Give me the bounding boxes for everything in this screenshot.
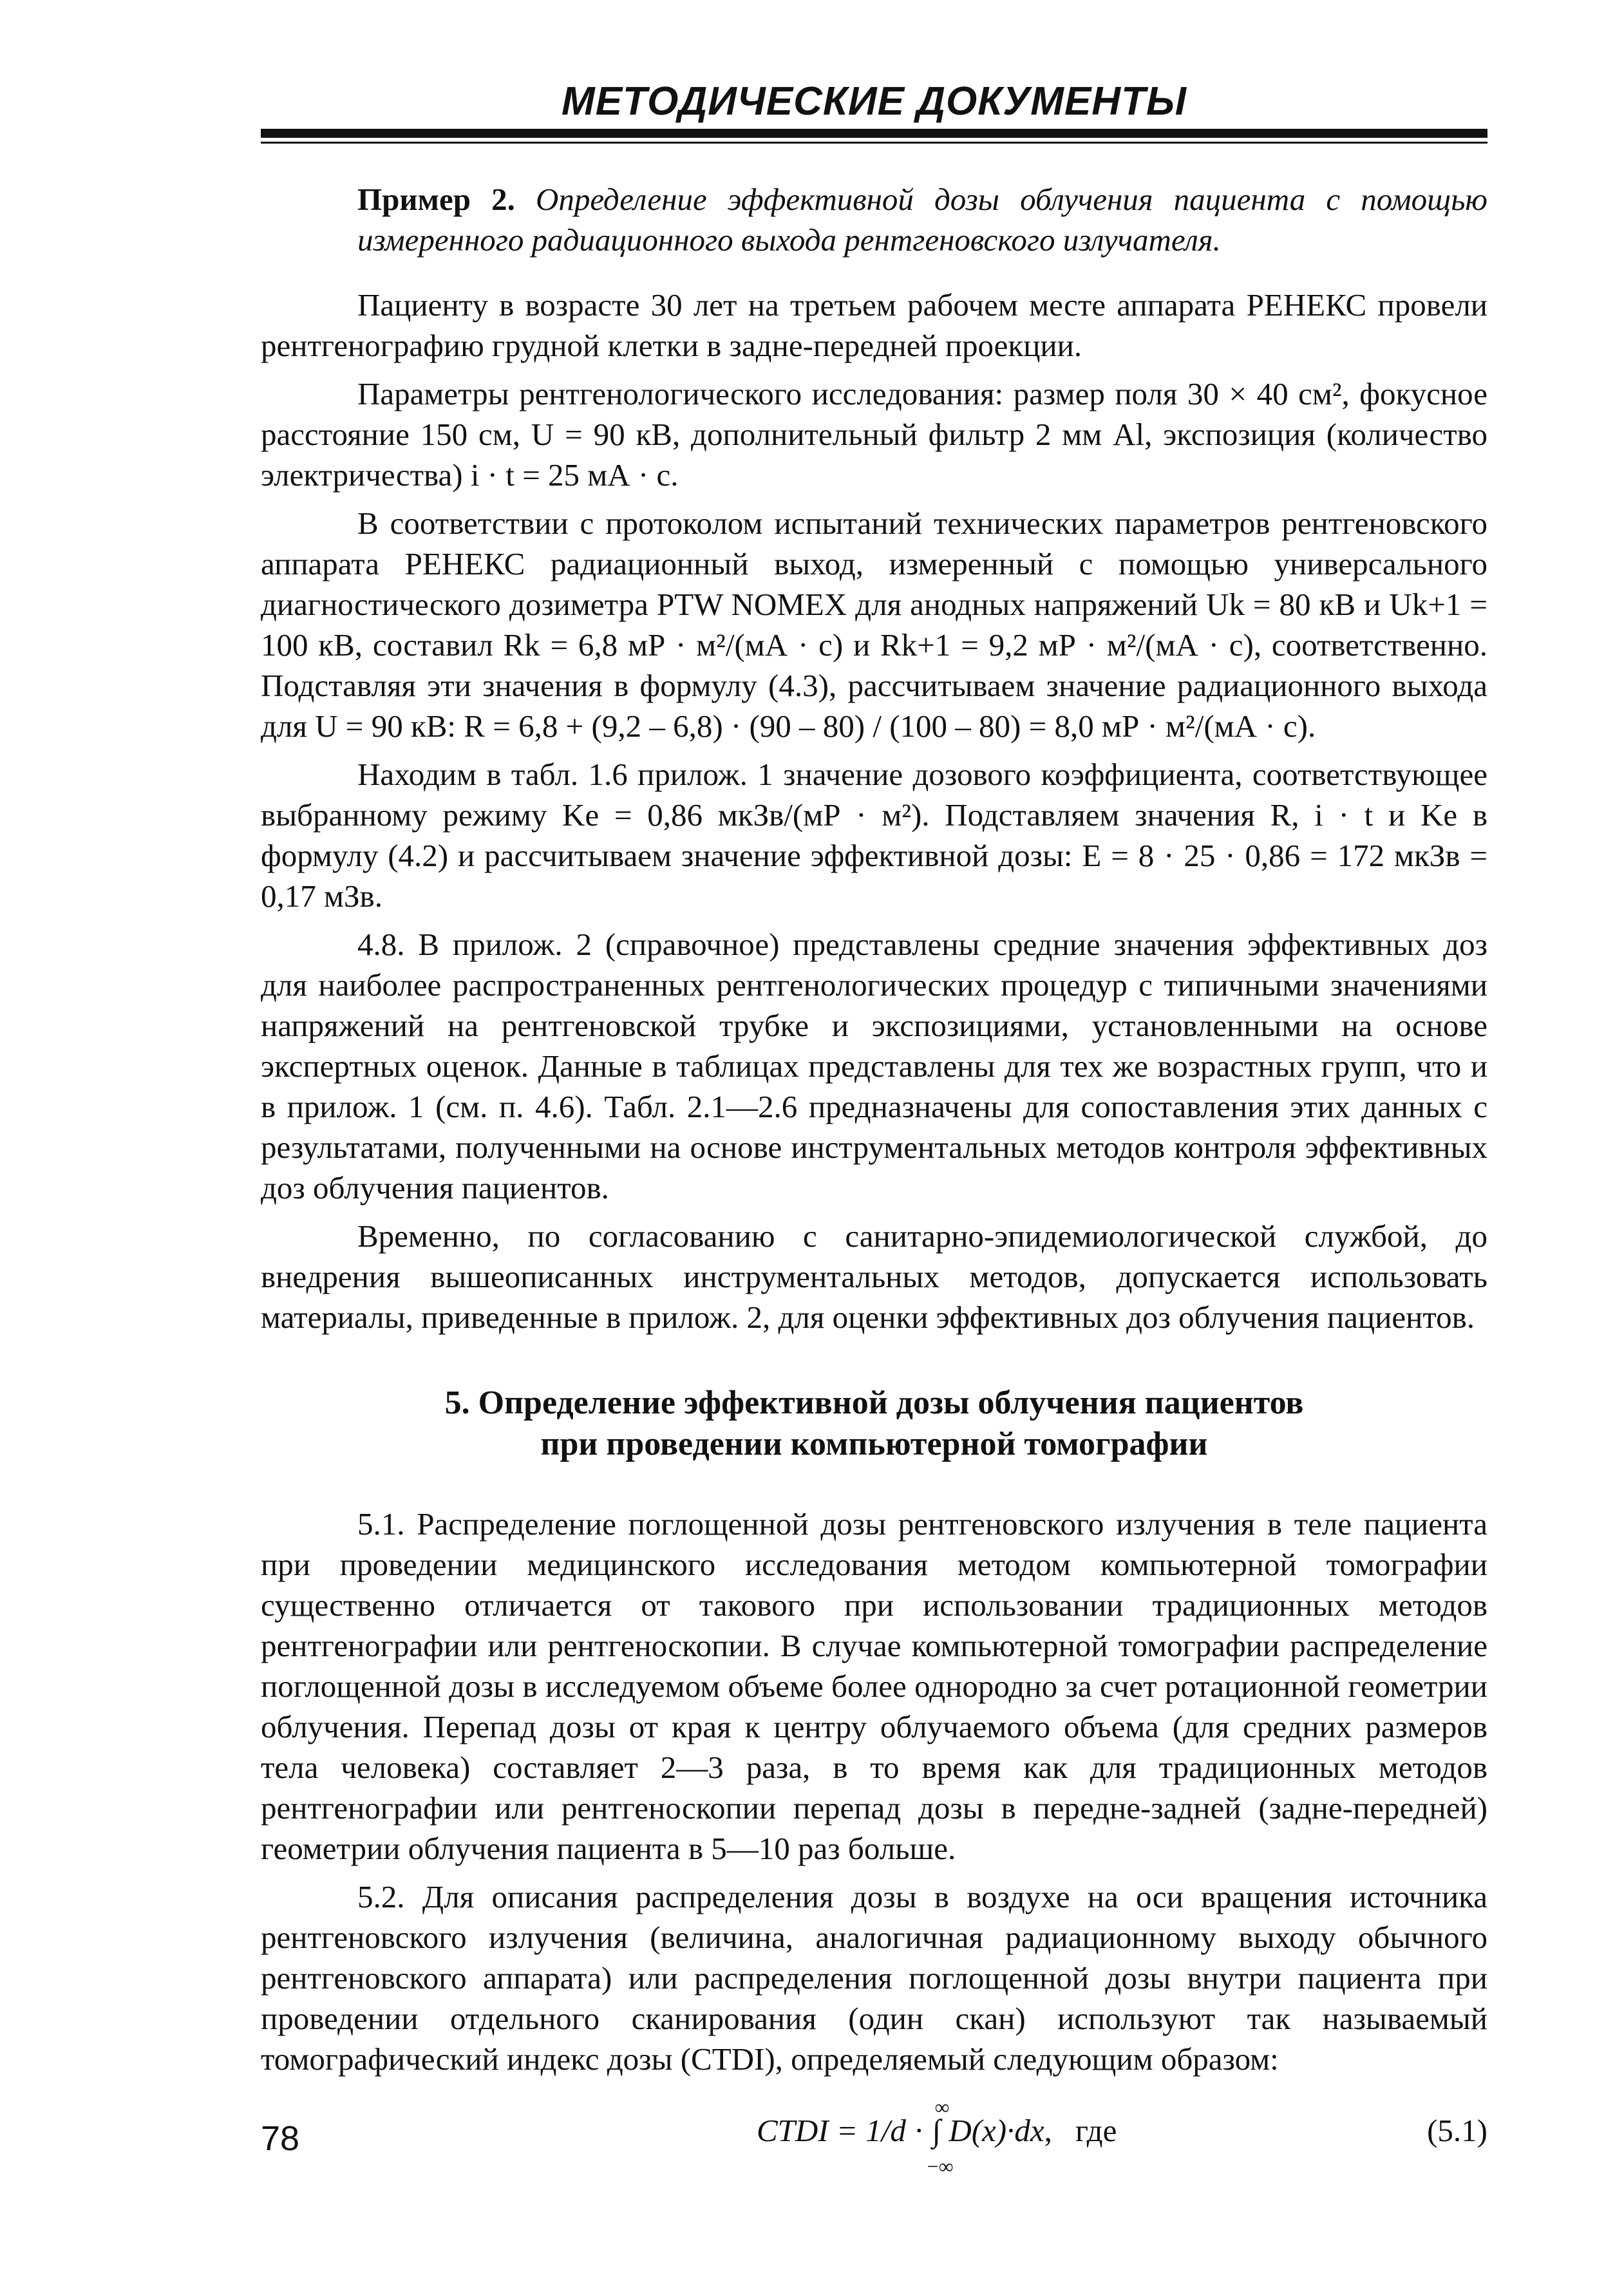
formula-fraction: 1/d (865, 2113, 906, 2148)
formula-integrand: D(x)·dx (949, 2113, 1044, 2148)
header-rule-thin (261, 142, 1487, 144)
paragraph-patient: Пациенту в возрасте 30 лет на третьем рабочем месте аппарата РЕНЕКС провели рентгенографию грудной клетки в задне-передней проекции. (261, 287, 1487, 363)
page-number: 78 (261, 2119, 300, 2158)
integral-sign: ∫ (932, 2113, 941, 2148)
example-heading (357, 179, 1487, 260)
section-heading-line1: 5. Определение эффективной дозы облучения пациентов (444, 1384, 1304, 1421)
paragraph-temporary: Временно, по согласованию с санитарно-эпидемиологической службой, до внедрения вышеописанных инструментальных методов, допускается использовать материалы, приведенные в прилож. 2, для оценки эффективных доз облучения пациентов. (261, 1218, 1487, 1335)
formula-5-1 (261, 2091, 1487, 2181)
formula-where: где (1075, 2113, 1117, 2148)
formula-dot: · (914, 2113, 925, 2148)
page-body (261, 179, 1487, 2181)
equation-number: (5.1) (1427, 2113, 1487, 2148)
paragraph-4-8: 4.8. В прилож. 2 (справочное) представлены средние значения эффективных доз для наиболее распространенных рентгенологических процедур с типичными значениями напряжений на рентгеновской трубке и экспозициями, установленными на основе экспертных оценок. Данные в таблицах представлены для тех же возрастных групп, что и в прилож. 1 (см. п. 4.6). Табл. 2.1—2.6 предназначены для сопоставления этих данных с результатами, полученными на основе инструментальных методов контроля эффективных доз облучения пациентов. (261, 927, 1487, 1205)
example-label: Пример 2. (357, 182, 515, 217)
formula-lower-limit: −∞ (927, 2155, 954, 2178)
formula-expression: CTDI = 1/d · ∞ ∫ −∞ D(x)·dx, (757, 2110, 1052, 2151)
paragraph-5-1: 5.1. Распределение поглощенной дозы рентгеновского излучения в теле пациента при проведении медицинского исследования методом компьютерной томографии существенно отличается от такового при использовании традиционных методов рентгенографии или рентгеноскопии. В случае компьютерной томографии распределение поглощенной дозы в исследуемом объеме более однородно за счет ротационной геометрии облучения. Перепад дозы от края к центру облучаемого объема (для средних размеров тела человека) составляет 2—3 раза, в то время как для традиционных методов рентгенографии или рентгеноскопии перепад дозы в передне-задней (задне-передней) геометрии облучения пациента в 5—10 раз больше. (261, 1506, 1487, 1866)
header-rule-thick (261, 129, 1487, 138)
section-heading (261, 1383, 1487, 1465)
formula-lhs: CTDI = (757, 2113, 866, 2148)
paragraph-radiation-output: В соответствии с протоколом испытаний технических параметров рентгеновского аппарата РЕНЕКС радиационный выход, измеренный с помощью универсального диагностического дозиметра PTW NOMEX для анодных напряжений Uk = 80 кВ и Uk+1 = 100 кВ, составил Rk = 6,8 мР · м²/(мА · с) и Rk+1 = 9,2 мР · м²/(мА · с), соответственно. Подставляя эти значения в формулу (4.3), рассчитываем значение радиационного выхода для U = 90 кВ: R = 6,8 + (9,2 – 6,8) · (90 – 80) / (100 – 80) = 8,0 мР · м²/(мА · с). (261, 505, 1487, 744)
section-heading-line2: при проведении компьютерной томографии (540, 1426, 1208, 1462)
paragraph-5-2: 5.2. Для описания распределения дозы в воздухе на оси вращения источника рентгеновского излучения (величина, аналогичная радиационному выходу обычного рентгеновского аппарата) или распределения поглощенной дозы внутри пациента при проведении отдельного сканирования (один скан) используют так называемый томографический индекс дозы (CTDI), определяемый следующим образом: (261, 1879, 1487, 2077)
formula-upper-limit: ∞ (934, 2095, 950, 2119)
example-title: Определение эффективной дозы облучения пациента с помощью измеренного радиационного выхода рентгеновского излучателя. (357, 182, 1487, 258)
paragraph-dose-coefficient: Находим в табл. 1.6 прилож. 1 значение дозового коэффициента, соответствующее выбранному режиму Ke = 0,86 мкЗв/(мР · м²). Подставляем значения R, i · t и Ke в формулу (4.2) и рассчитываем значение эффективной дозы: E = 8 · 25 · 0,86 = 172 мкЗв = 0,17 мЗв. (261, 757, 1487, 914)
running-header: МЕТОДИЧЕСКИЕ ДОКУМЕНТЫ (562, 79, 1187, 124)
paragraph-parameters: Параметры рентгенологического исследования: размер поля 30 × 40 см², фокусное расстояние 150 см, U = 90 кВ, дополнительный фильтр 2 мм Al, экспозиция (количество электричества) i · t = 25 мА · с. (261, 376, 1487, 493)
formula-integral (927, 2095, 954, 2178)
